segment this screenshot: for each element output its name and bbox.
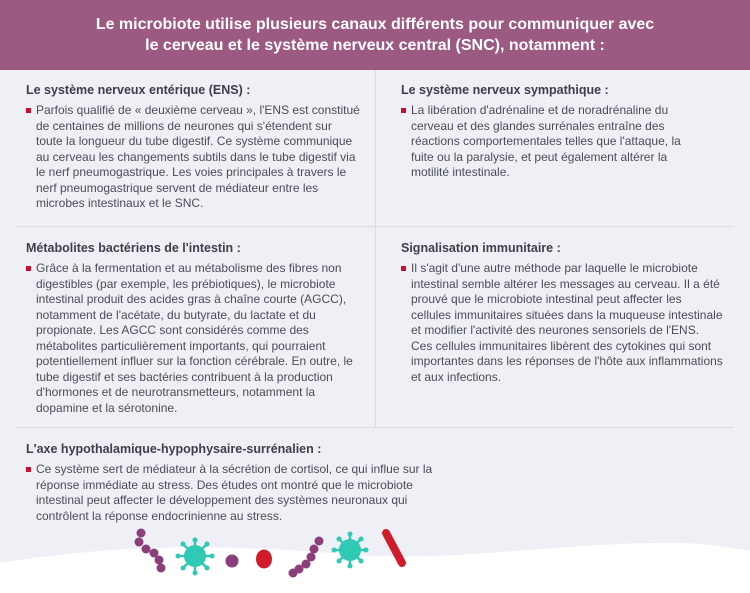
- section-text: Grâce à la fermentation et au métabolisme des fibres non digestibles (par exemple, les prébiotiques), le microbiote intestinal produit des acides gras à chaîne courte (AGCC), notamment de l'acétate, du butyrate, du lactate et du propionate. Les AGCC sont considérés comme des métabolites particulièrement importants, qui pourraient potentiellement influer sur la fonction cérébrale. En outre, le tube digestif et ses bactéries contribuent à la production d'hormones et de neurotransmetteurs, notamment la dopamine et la sérotonine.: [36, 261, 353, 415]
- section-title: Le système nerveux sympathique :: [401, 83, 609, 97]
- bullet-icon: [26, 467, 31, 472]
- bottom-wave: [0, 503, 750, 593]
- section-title: Métabolites bactériens de l'intestin :: [26, 241, 241, 255]
- section-text: Ce système sert de médiateur à la sécrétion de cortisol, ce qui influe sur la réponse immédiate au stress. Des études ont montré que le microbiote intestinal peut affecter le développement des systèmes neuronaux qui contrôlent la réponse endocrinienne au stress.: [36, 462, 433, 523]
- section-title: L'axe hypothalamique-hypophysaire-surrénalien :: [26, 442, 322, 456]
- section-bullet: [26, 261, 360, 416]
- section-bullet: [401, 261, 723, 385]
- section-metabolites: [26, 241, 360, 416]
- bullet-icon: [26, 108, 31, 113]
- header-banner: [0, 0, 750, 70]
- section-ens: [26, 83, 360, 212]
- section-title: Signalisation immunitaire :: [401, 241, 561, 255]
- section-title: Le système nerveux entérique (ENS) :: [26, 83, 251, 97]
- page-title: Le microbiote utilise plusieurs canaux différents pour communiquer avec le cerveau et le système nerveux central (SNC), notamment :: [95, 16, 655, 54]
- column-divider: [375, 70, 376, 427]
- section-bullet: [26, 103, 360, 212]
- bullet-icon: [401, 266, 406, 271]
- row-divider-1: [16, 226, 734, 227]
- row-divider-2: [16, 427, 734, 428]
- section-text: Il s'agit d'une autre méthode par laquelle le microbiote intestinal semble altérer les messages au cerveau. Il a été prouvé que le microbiote intestinal peut affecter les cellules immunitaires situées dans la muqueuse intestinale et modifier l'activité des neurones sensoriels de l'ENS. Ces cellules immunitaires libèrent des cytokines qui sont importantes dans les réponses de l'hôte aux inflammations et aux infections.: [411, 261, 723, 384]
- bullet-icon: [401, 108, 406, 113]
- section-sympathique: [401, 83, 705, 181]
- bullet-icon: [26, 266, 31, 271]
- section-text: La libération d'adrénaline et de noradrénaline du cerveau et des glandes surrénales entraîne des réactions comportementales telles que l'attaque, la fuite ou la paralysie, et peut également altérer la motilité intestinale.: [411, 103, 681, 179]
- section-immunitaire: [401, 241, 723, 385]
- section-text: Parfois qualifié de « deuxième cerveau », l'ENS est constitué de centaines de millions de neurones qui s'étendent sur toute la longueur du tube digestif. Ce système communique au cerveau les changements subtils dans le tube digestif via le nerf pneumogastrique. Les voies principales à travers le nerf pneumogastrique servent de médiateur entre les microbes intestinaux et le SNC.: [36, 103, 360, 210]
- section-bullet: [401, 103, 705, 181]
